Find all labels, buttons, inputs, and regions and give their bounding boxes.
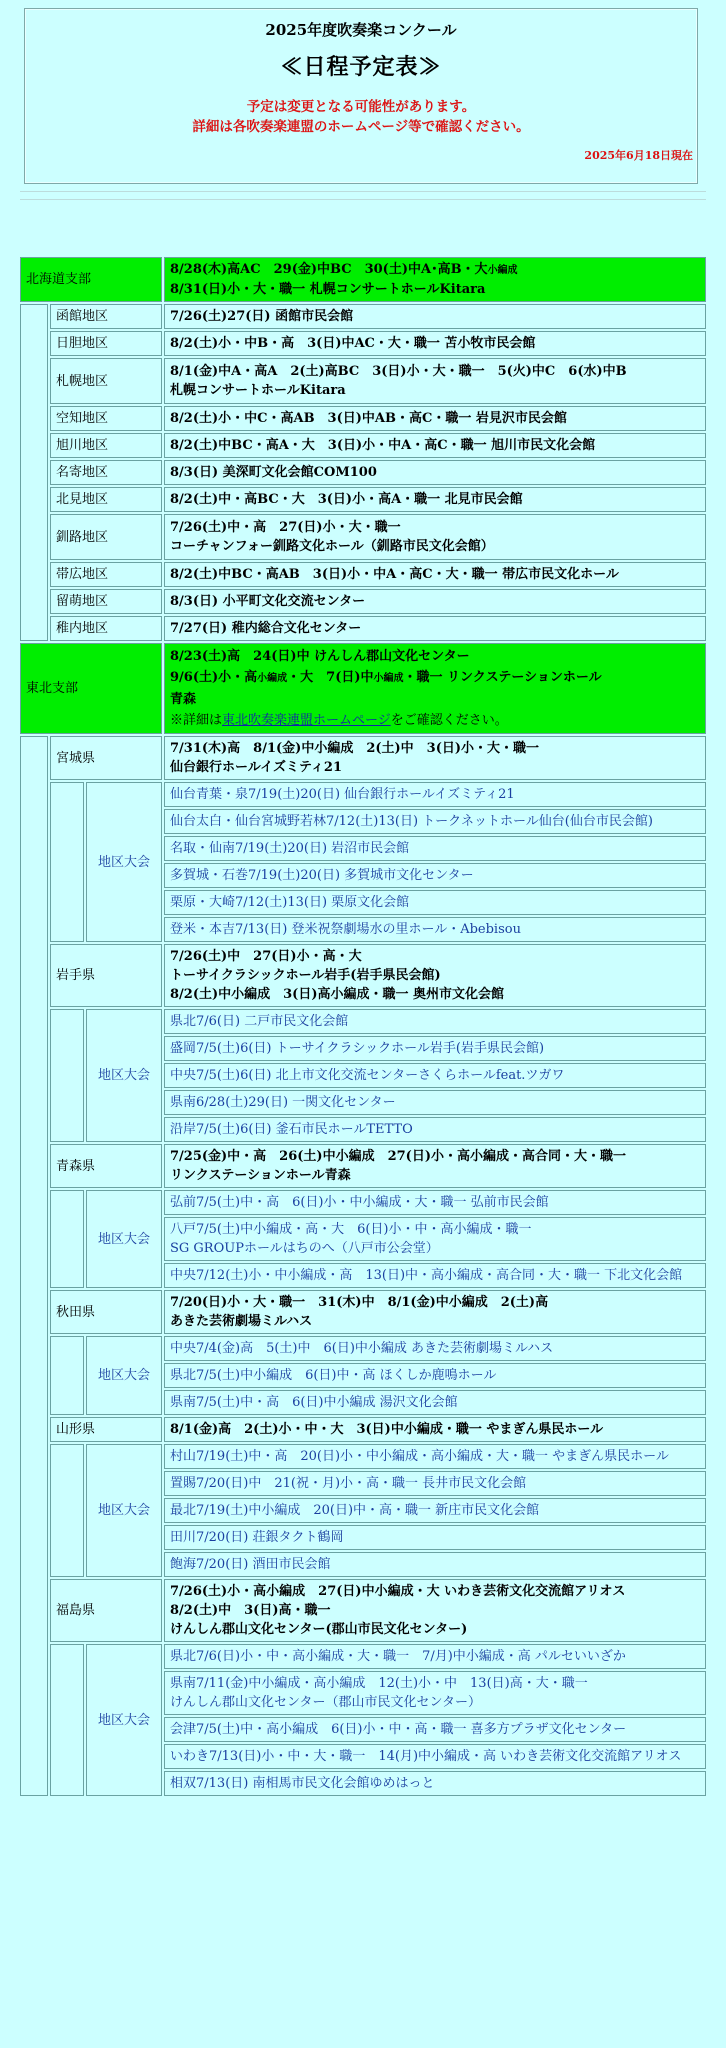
area-row (20, 514, 706, 560)
indent-cell (20, 736, 48, 1796)
tohoku-line2b: ・大 7(日)中 (287, 670, 374, 685)
district-schedule (164, 1363, 706, 1388)
area-name: 北見地区 (50, 487, 162, 512)
area-schedule (164, 589, 706, 614)
district-line: 相双7/13(日) 南相馬市民文化会館ゆめはっと (170, 1776, 435, 1791)
small-tag: 小編成 (373, 673, 404, 684)
tohoku-line2c: ・職一 リンクステーションホール (403, 670, 602, 685)
area-schedule (164, 460, 706, 485)
indent-cell (50, 1444, 84, 1577)
district-schedule (164, 1390, 706, 1415)
indent-cell (50, 1009, 84, 1142)
small-tag: 小編成 (487, 265, 518, 276)
area-row (20, 433, 706, 458)
district-line: 県北7/5(土)中小編成 6(日)中・高 ほくしか鹿鳴ホール (170, 1368, 497, 1383)
district-label: 地区大会 (86, 782, 162, 942)
district-line: 栗原・大崎7/12(土)13(日) 栗原文化会館 (170, 895, 410, 910)
as-of-date: 2025年6月18日現在 (584, 149, 693, 162)
area-line: 8/2(土)中BC・高AB 3(日)小・中A・高C・大・職一 帯広市民文化ホール (170, 567, 619, 582)
indent-cell (50, 1644, 84, 1796)
area-row (20, 304, 706, 329)
small-tag: 小編成 (257, 673, 288, 684)
district-schedule (164, 1717, 706, 1742)
district-line: 県南6/28(土)29(日) 一関文化センター (170, 1095, 396, 1110)
detail-suffix: をご確認ください。 (390, 713, 508, 728)
tohoku-line3: 青森 (170, 692, 197, 707)
district-line: 中央7/4(金)高 5(土)中 6(日)中小編成 あきた芸術劇場ミルハス (170, 1341, 554, 1356)
tohoku-homepage-link[interactable]: 東北吹奏楽連盟ホームページ (222, 713, 391, 728)
area-line: コーチャンフォー釧路文化ホール（釧路市民文化会館） (170, 539, 494, 554)
pref-line: 仙台銀行ホールイズミティ21 (170, 760, 343, 775)
area-row (20, 460, 706, 485)
pref-line: けんしん郡山文化センター(郡山市民文化センター) (170, 1622, 468, 1637)
branch-name: 北海道支部 (20, 257, 162, 302)
district-schedule (164, 1036, 706, 1061)
area-schedule (164, 406, 706, 431)
district-label: 地区大会 (86, 1009, 162, 1142)
detail-prefix: ※詳細は (170, 713, 223, 728)
pref-line: 7/26(土)中 27(日)小・高・大 (170, 949, 362, 964)
area-line: 8/3(日) 美深町文化会館COM100 (170, 465, 377, 480)
pref-name: 岩手県 (50, 944, 162, 1007)
area-name: 空知地区 (50, 406, 162, 431)
area-row (20, 331, 706, 356)
area-row (20, 562, 706, 587)
district-schedule (164, 863, 706, 888)
district-schedule (164, 917, 706, 942)
pref-schedule (164, 1417, 706, 1442)
pref-name: 福島県 (50, 1579, 162, 1642)
district-schedule (164, 890, 706, 915)
area-name: 札幌地区 (50, 358, 162, 404)
tohoku-line2 (170, 667, 700, 689)
district-schedule (164, 1771, 706, 1796)
tohoku-line2a: 9/6(土)小・高 (170, 670, 258, 685)
district-line: 県南7/5(土)中・高 6(日)中小編成 湯沢文化会館 (170, 1395, 458, 1410)
pref-line: 7/25(金)中・高 26(土)中小編成 27(日)小・高小編成・高合同・大・職一 (170, 1149, 626, 1164)
area-line: 8/2(土)小・中B・高 3(日)中AC・大・職一 苫小牧市民会館 (170, 336, 536, 351)
pref-name: 青森県 (50, 1144, 162, 1188)
pref-schedule (164, 1144, 706, 1188)
area-schedule (164, 562, 706, 587)
notice-line-1: 予定は変更となる可能性があります。 (246, 99, 476, 115)
area-row (20, 358, 706, 404)
pref-schedule (164, 944, 706, 1007)
district-schedule (164, 1471, 706, 1496)
district-schedule (164, 1444, 706, 1469)
pref-row (20, 944, 706, 1007)
district-label: 地区大会 (86, 1190, 162, 1288)
pref-line: あきた芸術劇場ミルハス (170, 1314, 313, 1329)
area-line: 7/26(土)中・高 27(日)小・大・職一 (170, 520, 401, 535)
area-name: 稚内地区 (50, 616, 162, 641)
district-line: 弘前7/5(土)中・高 6(日)小・中小編成・大・職一 弘前市民会館 (170, 1195, 549, 1210)
schedule-table (18, 255, 708, 1798)
district-line: 会津7/5(土)中・高小編成 6(日)小・中・高・職一 喜多方プラザ文化センター (170, 1722, 627, 1737)
district-line: 村山7/19(土)中・高 20(日)小・中小編成・高小編成・大・職一 やまぎん県民ホール (170, 1449, 669, 1464)
district-line: 名取・仙南7/19(土)20(日) 岩沼市民会館 (170, 841, 410, 856)
area-line: 8/1(金)中A・高A 2(土)高BC 3(日)小・大・職一 5(火)中C 6(水)中B (170, 364, 627, 379)
district-line: SG GROUPホールはちのへ（八戸市公会堂） (170, 1241, 439, 1256)
district-row (20, 782, 706, 807)
area-name: 名寄地区 (50, 460, 162, 485)
page-subtitle: ≪日程予定表≫ (280, 54, 442, 80)
branch-row-hokkaido (20, 257, 706, 302)
pref-row (20, 736, 706, 780)
indent-cell (50, 1190, 84, 1288)
tohoku-detail (170, 710, 700, 731)
area-line: 8/2(土)小・中C・高AB 3(日)中AB・高C・職一 岩見沢市民会館 (170, 411, 567, 426)
area-row (20, 406, 706, 431)
header-box (24, 8, 698, 184)
district-schedule (164, 1498, 706, 1523)
district-schedule (164, 782, 706, 807)
district-line: 盛岡7/5(土)6(日) トーサイクラシックホール岩手(岩手県民会館) (170, 1041, 545, 1056)
pref-name: 宮城県 (50, 736, 162, 780)
district-row (20, 1644, 706, 1669)
branch-info (164, 643, 706, 734)
district-schedule (164, 1263, 706, 1288)
area-row (20, 589, 706, 614)
pref-line: 8/1(金)高 2(土)小・中・大 3(日)中小編成・職一 やまぎん県民ホール (170, 1422, 604, 1437)
pref-line: リンクステーションホール青森 (170, 1168, 351, 1183)
district-schedule (164, 1525, 706, 1550)
district-line: 県北7/6(日)小・中・高小編成・大・職一 7/月)中小編成・高 パルセいいざか (170, 1649, 626, 1664)
district-row (20, 1190, 706, 1215)
indent-cell (50, 1336, 84, 1415)
area-name: 釧路地区 (50, 514, 162, 560)
indent-cell (50, 782, 84, 942)
pref-name: 秋田県 (50, 1290, 162, 1334)
area-line: 8/3(日) 小平町文化交流センター (170, 594, 366, 609)
district-schedule (164, 1190, 706, 1215)
pref-line: 7/31(木)高 8/1(金)中小編成 2(土)中 3(日)小・大・職一 (170, 741, 540, 756)
pref-row (20, 1144, 706, 1188)
district-schedule (164, 836, 706, 861)
area-schedule (164, 331, 706, 356)
district-row (20, 1444, 706, 1469)
pref-line: 7/20(日)小・大・職一 31(木)中 8/1(金)中小編成 2(土)高 (170, 1295, 549, 1310)
hokkaido-line2: 8/31(日)小・大・職一 札幌コンサートホールKitara (170, 282, 486, 297)
district-line: 登米・本吉7/13(日) 登米祝祭劇場水の里ホール・Abebisou (170, 922, 521, 937)
schedule-body (20, 257, 706, 1796)
district-line: 沿岸7/5(土)6(日) 釜石市民ホールTETTO (170, 1122, 413, 1137)
district-schedule (164, 1090, 706, 1115)
area-name: 函館地区 (50, 304, 162, 329)
district-label: 地区大会 (86, 1644, 162, 1796)
district-line: 中央7/12(土)小・中小編成・高 13(日)中・高小編成・高合同・大・職一 下北文化会館 (170, 1268, 683, 1283)
branch-name: 東北支部 (20, 643, 162, 734)
district-schedule (164, 1336, 706, 1361)
district-row (20, 1336, 706, 1361)
district-schedule (164, 1552, 706, 1577)
area-line: 7/27(日) 稚内総合文化センター (170, 621, 362, 636)
area-schedule (164, 616, 706, 641)
branch-info (164, 257, 706, 302)
district-schedule (164, 1217, 706, 1261)
district-schedule (164, 1744, 706, 1769)
area-schedule (164, 304, 706, 329)
district-line: 県南7/11(金)中小編成・高小編成 12(土)小・中 13(日)高・大・職一 (170, 1676, 588, 1691)
area-name: 日胆地区 (50, 331, 162, 356)
notice-line-2: 詳細は各吹奏楽連盟のホームページ等で確認ください。 (192, 119, 530, 135)
district-line: 八戸7/5(土)中小編成・高・大 6(日)小・中・高小編成・職一 (170, 1222, 532, 1237)
tohoku-line1: 8/23(土)高 24(日)中 けんしん郡山文化センター (170, 649, 470, 664)
district-schedule (164, 1117, 706, 1142)
indent-cell (20, 304, 48, 641)
hokkaido-line1: 8/28(木)高AC 29(金)中BC 30(土)中A･高B・大 (170, 262, 488, 277)
pref-schedule (164, 736, 706, 780)
district-line: 県北7/6(日) 二戸市民文化会館 (170, 1014, 349, 1029)
pref-name: 山形県 (50, 1417, 162, 1442)
pref-line: 7/26(土)小・高小編成 27(日)中小編成・大 いわき芸術文化交流館アリオス (170, 1584, 626, 1599)
pref-line: トーサイクラシックホール岩手(岩手県民会館) (170, 968, 441, 983)
district-line: けんしん郡山文化センター（郡山市民文化センター） (170, 1695, 481, 1710)
area-line: 7/26(土)27(日) 函館市民会館 (170, 309, 354, 324)
district-schedule (164, 809, 706, 834)
divider (20, 191, 706, 192)
area-schedule (164, 487, 706, 512)
district-schedule (164, 1009, 706, 1034)
divider (20, 199, 706, 200)
district-line: 仙台青葉・泉7/19(土)20(日) 仙台銀行ホールイズミティ21 (170, 787, 515, 802)
area-schedule (164, 514, 706, 560)
area-line: 札幌コンサートホールKitara (170, 383, 346, 398)
pref-line: 8/2(土)中 3(日)高・職一 (170, 1603, 331, 1618)
area-schedule (164, 433, 706, 458)
district-line: 仙台太白・仙台宮城野若林7/12(土)13(日) トークネットホール仙台(仙台市民会館) (170, 814, 653, 829)
area-name: 帯広地区 (50, 562, 162, 587)
page-title: 2025年度吹奏楽コンクール (265, 21, 457, 39)
area-name: 旭川地区 (50, 433, 162, 458)
district-schedule (164, 1671, 706, 1715)
pref-row (20, 1290, 706, 1334)
pref-line: 8/2(土)中小編成 3(日)高小編成・職一 奥州市文化会館 (170, 987, 505, 1002)
district-line: 多賀城・石巻7/19(土)20(日) 多賀城市文化センター (170, 868, 474, 883)
district-row (20, 1009, 706, 1034)
district-line: 置賜7/20(日)中 21(祝・月)小・高・職一 長井市民文化会館 (170, 1476, 527, 1491)
area-row (20, 487, 706, 512)
district-line: いわき7/13(日)小・中・大・職一 14(月)中小編成・高 いわき芸術文化交流館アリオス (170, 1749, 682, 1764)
district-line: 最北7/19(土)中小編成 20(日)中・高・職一 新庄市民文化会館 (170, 1503, 540, 1518)
pref-schedule (164, 1579, 706, 1642)
area-line: 8/2(土)中・高BC・大 3(日)小・高A・職一 北見市民会館 (170, 492, 523, 507)
district-label: 地区大会 (86, 1336, 162, 1415)
area-name: 留萌地区 (50, 589, 162, 614)
area-schedule (164, 358, 706, 404)
pref-row (20, 1417, 706, 1442)
pref-schedule (164, 1290, 706, 1334)
area-row (20, 616, 706, 641)
district-label: 地区大会 (86, 1444, 162, 1577)
district-line: 田川7/20(日) 荘銀タクト鶴岡 (170, 1530, 344, 1545)
district-line: 中央7/5(土)6(日) 北上市文化交流センターさくらホールfeat.ツガワ (170, 1068, 565, 1083)
district-schedule (164, 1644, 706, 1669)
district-schedule (164, 1063, 706, 1088)
area-line: 8/2(土)中BC・高A・大 3(日)小・中A・高C・職一 旭川市民文化会館 (170, 438, 596, 453)
district-line: 飽海7/20(日) 酒田市民会館 (170, 1557, 331, 1572)
branch-row-tohoku (20, 643, 706, 734)
pref-row (20, 1579, 706, 1642)
